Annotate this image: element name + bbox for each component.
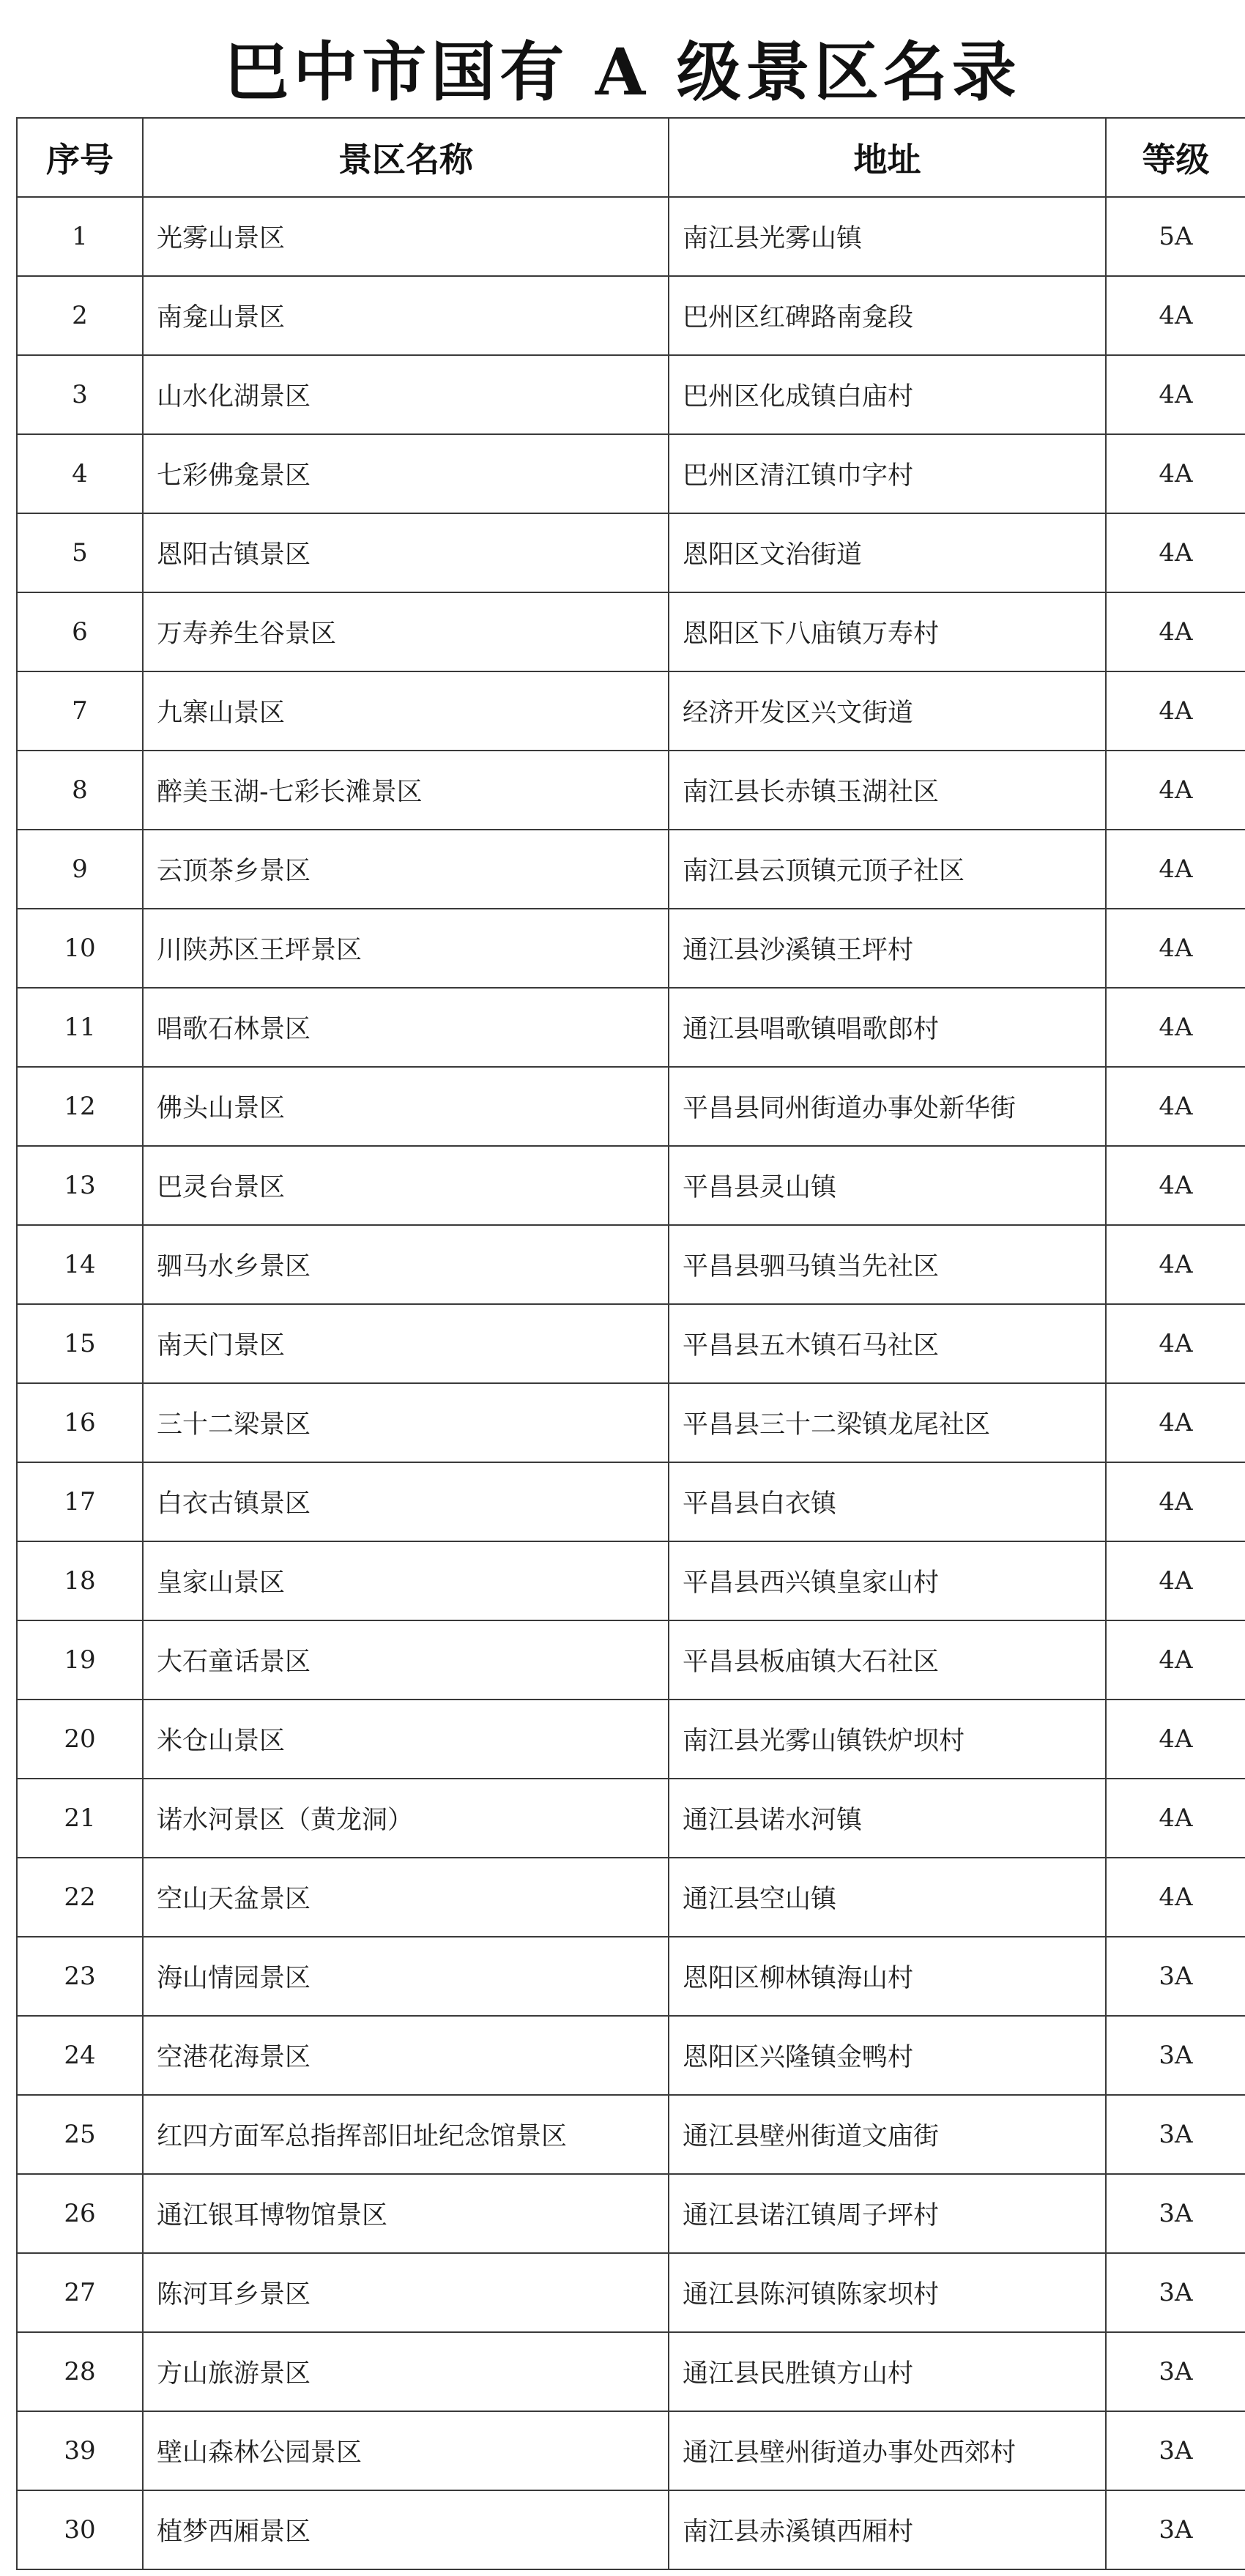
cell-name: 川陕苏区王坪景区 xyxy=(143,909,669,988)
cell-grade: 4A xyxy=(1106,1462,1245,1541)
cell-name: 佛头山景区 xyxy=(143,1067,669,1146)
table-row xyxy=(17,1779,1245,1858)
cell-index: 8 xyxy=(17,751,143,830)
cell-index: 39 xyxy=(17,2411,143,2490)
cell-index: 17 xyxy=(17,1462,143,1541)
table-row xyxy=(17,988,1245,1067)
cell-index: 9 xyxy=(17,830,143,909)
table-row xyxy=(17,2016,1245,2095)
cell-address: 巴州区化成镇白庙村 xyxy=(669,355,1106,434)
cell-address: 南江县长赤镇玉湖社区 xyxy=(669,751,1106,830)
cell-name: 陈河耳乡景区 xyxy=(143,2253,669,2332)
cell-grade: 4A xyxy=(1106,1541,1245,1620)
cell-index: 24 xyxy=(17,2016,143,2095)
cell-index: 20 xyxy=(17,1700,143,1779)
table-row xyxy=(17,1067,1245,1146)
cell-grade: 4A xyxy=(1106,1304,1245,1383)
cell-address: 平昌县驷马镇当先社区 xyxy=(669,1225,1106,1304)
cell-name: 唱歌石林景区 xyxy=(143,988,669,1067)
cell-grade: 3A xyxy=(1106,2174,1245,2253)
cell-address: 平昌县灵山镇 xyxy=(669,1146,1106,1225)
cell-grade: 4A xyxy=(1106,1858,1245,1937)
cell-name: 海山情园景区 xyxy=(143,1937,669,2016)
cell-grade: 4A xyxy=(1106,909,1245,988)
cell-name: 恩阳古镇景区 xyxy=(143,513,669,592)
cell-index: 16 xyxy=(17,1383,143,1462)
cell-address: 通江县壁州街道文庙街 xyxy=(669,2095,1106,2174)
document-title: 巴中市国有 A 级景区名录 xyxy=(224,34,1021,110)
table-row xyxy=(17,2253,1245,2332)
cell-grade: 4A xyxy=(1106,988,1245,1067)
cell-grade: 5A xyxy=(1106,197,1245,276)
cell-grade: 3A xyxy=(1106,2332,1245,2411)
cell-name: 通江银耳博物馆景区 xyxy=(143,2174,669,2253)
cell-address: 南江县云顶镇元顶子社区 xyxy=(669,830,1106,909)
cell-name: 皇家山景区 xyxy=(143,1541,669,1620)
cell-grade: 4A xyxy=(1106,1225,1245,1304)
table-row xyxy=(17,671,1245,751)
table-row xyxy=(17,2490,1245,2569)
header-grade: 等级 xyxy=(1106,118,1245,197)
cell-name: 九寨山景区 xyxy=(143,671,669,751)
cell-address: 恩阳区下八庙镇万寿村 xyxy=(669,592,1106,671)
cell-grade: 3A xyxy=(1106,2490,1245,2569)
cell-index: 25 xyxy=(17,2095,143,2174)
cell-index: 26 xyxy=(17,2174,143,2253)
table-row xyxy=(17,1620,1245,1700)
table-row xyxy=(17,1937,1245,2016)
cell-address: 平昌县同州街道办事处新华街 xyxy=(669,1067,1106,1146)
cell-name: 白衣古镇景区 xyxy=(143,1462,669,1541)
table-row xyxy=(17,355,1245,434)
cell-index: 14 xyxy=(17,1225,143,1304)
table-row xyxy=(17,197,1245,276)
table-row xyxy=(17,513,1245,592)
cell-index: 4 xyxy=(17,434,143,513)
table-header xyxy=(17,118,1245,197)
cell-index: 13 xyxy=(17,1146,143,1225)
cell-grade: 3A xyxy=(1106,2253,1245,2332)
table-row xyxy=(17,1304,1245,1383)
cell-name: 红四方面军总指挥部旧址纪念馆景区 xyxy=(143,2095,669,2174)
cell-address: 恩阳区文治街道 xyxy=(669,513,1106,592)
cell-address: 巴州区红碑路南龛段 xyxy=(669,276,1106,355)
cell-grade: 4A xyxy=(1106,751,1245,830)
table-row xyxy=(17,1541,1245,1620)
cell-grade: 4A xyxy=(1106,355,1245,434)
table-row xyxy=(17,592,1245,671)
cell-address: 通江县空山镇 xyxy=(669,1858,1106,1937)
cell-address: 通江县诺水河镇 xyxy=(669,1779,1106,1858)
cell-index: 6 xyxy=(17,592,143,671)
cell-index: 22 xyxy=(17,1858,143,1937)
cell-name: 诺水河景区（黄龙洞） xyxy=(143,1779,669,1858)
cell-name: 三十二梁景区 xyxy=(143,1383,669,1462)
table-row xyxy=(17,1225,1245,1304)
table-row xyxy=(17,2411,1245,2490)
cell-index: 12 xyxy=(17,1067,143,1146)
cell-grade: 4A xyxy=(1106,671,1245,751)
cell-address: 恩阳区兴隆镇金鸭村 xyxy=(669,2016,1106,2095)
cell-address: 平昌县三十二梁镇龙尾社区 xyxy=(669,1383,1106,1462)
cell-grade: 4A xyxy=(1106,434,1245,513)
cell-address: 通江县诺江镇周子坪村 xyxy=(669,2174,1106,2253)
table-row xyxy=(17,1700,1245,1779)
cell-grade: 4A xyxy=(1106,1700,1245,1779)
scenic-area-table-container xyxy=(16,117,1245,2570)
cell-address: 平昌县板庙镇大石社区 xyxy=(669,1620,1106,1700)
header-index: 序号 xyxy=(17,118,143,197)
cell-grade: 3A xyxy=(1106,2016,1245,2095)
table-row xyxy=(17,1462,1245,1541)
cell-grade: 4A xyxy=(1106,1146,1245,1225)
cell-index: 10 xyxy=(17,909,143,988)
cell-index: 30 xyxy=(17,2490,143,2569)
cell-grade: 4A xyxy=(1106,276,1245,355)
table-row xyxy=(17,2332,1245,2411)
table-body xyxy=(17,197,1245,2569)
cell-index: 11 xyxy=(17,988,143,1067)
table-row xyxy=(17,2095,1245,2174)
table-row xyxy=(17,909,1245,988)
cell-grade: 3A xyxy=(1106,2411,1245,2490)
cell-name: 南龛山景区 xyxy=(143,276,669,355)
cell-index: 5 xyxy=(17,513,143,592)
scenic-area-table xyxy=(16,117,1245,2570)
cell-name: 方山旅游景区 xyxy=(143,2332,669,2411)
cell-name: 大石童话景区 xyxy=(143,1620,669,1700)
cell-index: 1 xyxy=(17,197,143,276)
cell-grade: 3A xyxy=(1106,2095,1245,2174)
cell-name: 米仓山景区 xyxy=(143,1700,669,1779)
cell-grade: 4A xyxy=(1106,592,1245,671)
table-row xyxy=(17,1146,1245,1225)
cell-grade: 4A xyxy=(1106,830,1245,909)
table-row xyxy=(17,276,1245,355)
cell-address: 通江县唱歌镇唱歌郎村 xyxy=(669,988,1106,1067)
cell-grade: 3A xyxy=(1106,1937,1245,2016)
cell-name: 七彩佛龛景区 xyxy=(143,434,669,513)
cell-grade: 4A xyxy=(1106,1383,1245,1462)
cell-address: 南江县光雾山镇 xyxy=(669,197,1106,276)
cell-index: 15 xyxy=(17,1304,143,1383)
cell-index: 2 xyxy=(17,276,143,355)
cell-address: 南江县光雾山镇铁炉坝村 xyxy=(669,1700,1106,1779)
cell-address: 平昌县白衣镇 xyxy=(669,1462,1106,1541)
cell-index: 23 xyxy=(17,1937,143,2016)
cell-address: 平昌县西兴镇皇家山村 xyxy=(669,1541,1106,1620)
cell-index: 3 xyxy=(17,355,143,434)
table-row xyxy=(17,751,1245,830)
table-row xyxy=(17,2174,1245,2253)
cell-index: 19 xyxy=(17,1620,143,1700)
cell-address: 巴州区清江镇巾字村 xyxy=(669,434,1106,513)
cell-address: 通江县壁州街道办事处西郊村 xyxy=(669,2411,1106,2490)
cell-address: 经济开发区兴文街道 xyxy=(669,671,1106,751)
cell-index: 21 xyxy=(17,1779,143,1858)
table-row xyxy=(17,434,1245,513)
cell-name: 驷马水乡景区 xyxy=(143,1225,669,1304)
cell-index: 18 xyxy=(17,1541,143,1620)
table-row xyxy=(17,830,1245,909)
cell-name: 巴灵台景区 xyxy=(143,1146,669,1225)
cell-grade: 4A xyxy=(1106,1620,1245,1700)
table-row xyxy=(17,1858,1245,1937)
cell-name: 空港花海景区 xyxy=(143,2016,669,2095)
cell-address: 通江县民胜镇方山村 xyxy=(669,2332,1106,2411)
cell-index: 7 xyxy=(17,671,143,751)
cell-address: 南江县赤溪镇西厢村 xyxy=(669,2490,1106,2569)
cell-address: 平昌县五木镇石马社区 xyxy=(669,1304,1106,1383)
cell-address: 恩阳区柳林镇海山村 xyxy=(669,1937,1106,2016)
cell-name: 植梦西厢景区 xyxy=(143,2490,669,2569)
cell-address: 通江县陈河镇陈家坝村 xyxy=(669,2253,1106,2332)
cell-grade: 4A xyxy=(1106,1067,1245,1146)
cell-name: 南天门景区 xyxy=(143,1304,669,1383)
cell-name: 空山天盆景区 xyxy=(143,1858,669,1937)
header-address: 地址 xyxy=(669,118,1106,197)
cell-grade: 4A xyxy=(1106,1779,1245,1858)
header-name: 景区名称 xyxy=(143,118,669,197)
cell-grade: 4A xyxy=(1106,513,1245,592)
cell-name: 万寿养生谷景区 xyxy=(143,592,669,671)
cell-name: 醉美玉湖-七彩长滩景区 xyxy=(143,751,669,830)
cell-name: 光雾山景区 xyxy=(143,197,669,276)
header-row xyxy=(17,118,1245,197)
table-row xyxy=(17,1383,1245,1462)
cell-index: 27 xyxy=(17,2253,143,2332)
cell-name: 山水化湖景区 xyxy=(143,355,669,434)
cell-name: 壁山森林公园景区 xyxy=(143,2411,669,2490)
cell-index: 28 xyxy=(17,2332,143,2411)
cell-address: 通江县沙溪镇王坪村 xyxy=(669,909,1106,988)
cell-name: 云顶茶乡景区 xyxy=(143,830,669,909)
